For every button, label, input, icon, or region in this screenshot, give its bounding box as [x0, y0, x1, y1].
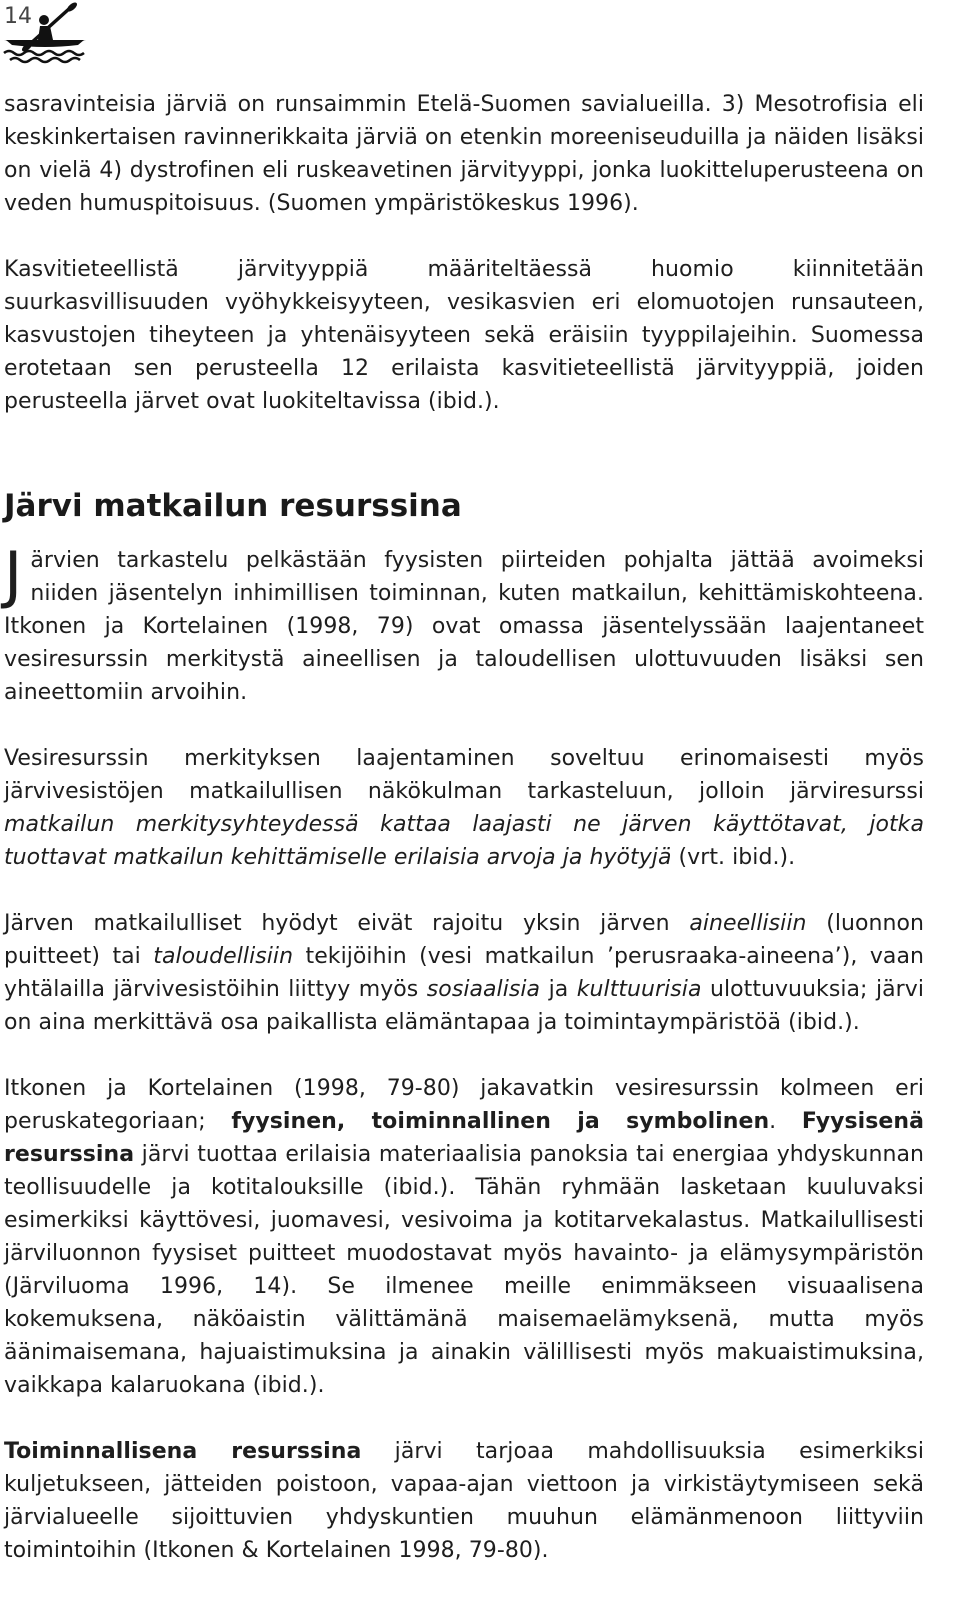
text-run: Järven matkailulliset hyödyt eivät rajoitu yksin järven	[4, 911, 690, 936]
text-run: .	[769, 1109, 802, 1134]
paragraph-lake-types: sasravinteisia järviä on runsaimmin Etelä-Suomen savialueilla. 3) Mesotrofisia eli keskinkertaisen ravinnerikkaita järviä on etenkin moreeniseuduilla ja näiden lisäksi on vielä 4) dystrofinen eli ruskeavetinen järvityyppi, jonka luokitteluperusteena on veden humuspitoisuus. (Suomen ympäristökeskus 1996).	[4, 92, 924, 216]
italic-run: taloudellisiin	[153, 944, 294, 969]
page-number: 14	[4, 4, 32, 29]
paragraph-botanical-types: Kasvitieteellistä järvityyppiä määriteltäessä huomio kiinnitetään suurkasvillisuuden vyöhykkeisyyteen, vesikasvien eri elomuotojen runsauteen, kasvustojen tiheyteen ja yhtenäisyyteen sekä eräisiin tyyppilajeihin. Suomessa erotetaan sen perusteella 12 erilaista kasvitieteellistä järvityyppiä, joiden perusteella järvet ovat luokiteltavissa (ibid.).	[4, 257, 924, 414]
text-run: järvi tarjoaa mahdollisuuksia esimerkiksi kuljetukseen, jätteiden poistoon, vapaa-ajan viettoon ja virkistäytymiseen sekä järvialueelle sijoittuvien yhdyskuntien muuhun elämänmenoon liittyviin toimintoihin (Itkonen & Kortelainen 1998, 79-80).	[4, 1439, 924, 1563]
italic-run: aineellisiin	[689, 911, 807, 936]
text-run: ulottuvuuksia; järvi on aina merkittävä osa paikallista elämäntapaa ja toimintaympäristöä (ibid.).	[4, 977, 924, 1035]
text-run: Vesiresurssin merkityksen laajentaminen soveltuu erinomaisesti myös järvivesistöjen matkailullisen näkökulman tarkasteluun, jolloin järviresurssi	[4, 746, 924, 804]
text-run: ja	[540, 977, 577, 1002]
paragraph-functional-resource	[4, 1435, 924, 1567]
section-heading: Järvi matkailun resurssina	[4, 488, 462, 524]
text-run: järvi tuottaa erilaisia materiaalisia panoksia tai energiaa yhdyskunnan teollisuudelle ja kotitalouksille (ibid.). Tähän ryhmään lasketaan kuuluvaksi esimerkiksi käyttövesi, juomavesi, vesivoima ja kotitarvekalastus. Matkailullisesti järviluonnon fyysiset puitteet muodostavat myös havainto- ja elämysympäristön (Järviluoma 1996, 14). Se ilmenee meille enimmäkseen visuaalisena kokemuksena, näköaistin välittämänä maisemaelämyksenä, mutta myös äänimaisemana, hajuaistimuksina ja ainakin välillisesti myös makuaistimuksina, vaikkapa kalaruokana (ibid.).	[4, 1142, 924, 1398]
paragraph-intro-text: ärvien tarkastelu pelkästään fyysisten piirteiden pohjalta jättää avoimeksi niiden jäsentelyn inhimillisen toiminnan, kuten matkailun, kehittämiskohteena. Itkonen ja Kortelainen (1998, 79) ovat omassa jäsentelyssään laajentaneet vesiresurssin merkitystä aineellisen ja taloudellisen ulottuvuuden lisäksi sen aineettomiin arvoihin.	[4, 548, 924, 705]
paragraph-intro	[4, 538, 924, 709]
paragraph-lake-benefits	[4, 907, 924, 1039]
text-run: (luonnon puitteet) tai	[4, 911, 924, 969]
drop-cap: J	[4, 538, 23, 611]
kayak-paddler-icon	[0, 2, 90, 66]
italic-run: kulttuurisia	[576, 977, 702, 1002]
text-run: Itkonen ja Kortelainen (1998, 79-80) jakavatkin vesiresurssin kolmeen eri peruskategoriaan;	[4, 1076, 924, 1134]
text-run: (vrt. ibid.).	[671, 845, 796, 870]
bold-run: fyysinen, toiminnallinen ja symbolinen	[231, 1109, 770, 1134]
italic-run: matkailun merkitysyhteydessä kattaa laajasti ne järven käyttötavat, jotka tuottavat matkailun kehittämiselle erilaisia arvoja ja hyötyjä	[4, 812, 924, 870]
paragraph-resource-categories	[4, 1072, 924, 1402]
paragraph-tourism-perspective	[4, 742, 924, 874]
bold-run: Fyysisenä resurssina	[4, 1109, 924, 1167]
italic-run: sosiaalisia	[426, 977, 541, 1002]
text-run: tekijöihin (vesi matkailun ’perusraaka-aineena’), vaan yhtälailla järvivesistöihin liittyy myös	[4, 944, 924, 1002]
document-body	[4, 88, 924, 1567]
bold-run: Toiminnallisena resurssina	[4, 1439, 362, 1464]
